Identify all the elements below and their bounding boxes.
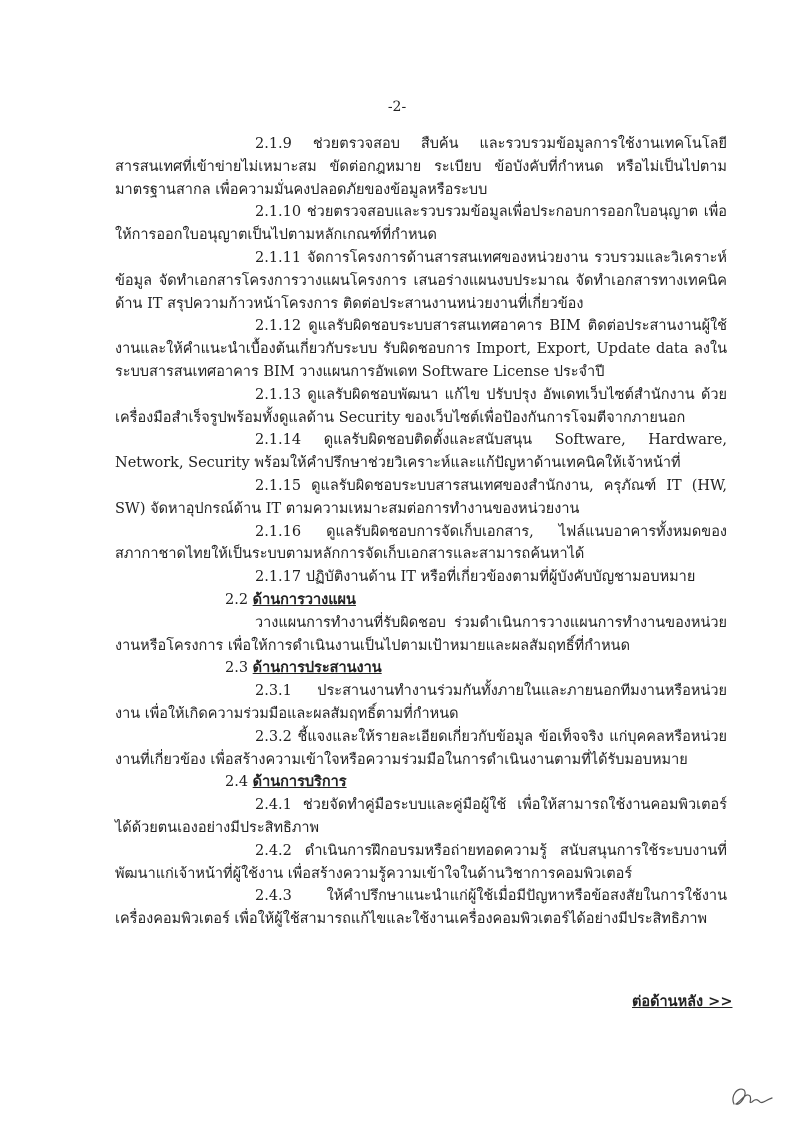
- section-title: ด้านการวางแผน: [252, 590, 356, 608]
- item-2-4-2: 2.4.2 ดำเนินการฝึกอบรมหรือถ่ายทอดความรู้ สนับสนุนการใช้ระบบงานที่พัฒนาแก่เจ้าหน้าที่ผู้ใช้งาน เพื่อสร้างความรู้ความเข้าใจในด้านวิชาการคอมพิวเตอร์: [115, 842, 727, 882]
- item-2-1-12: 2.1.12 ดูแลรับผิดชอบระบบสารสนเทศอาคาร BIM ติดต่อประสานงานผู้ใช้งานและให้คำแนะนำเบื้องต้นเกี่ยวกับระบบ รับผิดชอบการ Import, Export, Update data ลงในระบบสารสนเทศอาคาร BIM วางแผนการอัพเดท Software License ประจำปี: [115, 318, 727, 380]
- item-2-1-14: 2.1.14 ดูแลรับผิดชอบติดตั้งและสนับสนุน Software, Hardware, Network, Security พร้อมให้คำปรึกษาช่วยวิเคราะห์และแก้ปัญหาด้านเทคนิคให้เจ้าหน้าที่: [115, 432, 727, 472]
- handwritten-signature: [728, 1082, 776, 1112]
- item-2-1-17: 2.1.17 ปฏิบัติงานด้าน IT หรือที่เกี่ยวข้องตามที่ผู้บังคับบัญชามอบหมาย: [255, 569, 696, 586]
- section-heading-2-4: [115, 771, 727, 794]
- item-2-1-15: 2.1.15 ดูแลรับผิดชอบระบบสารสนเทศของสำนักงาน, ครุภัณฑ์ IT (HW, SW) จัดหาอุปกรณ์ด้าน IT ตามความเหมาะสมต่อการทำงานของหน่วยงาน: [115, 477, 727, 517]
- item-2-1-11: 2.1.11 จัดการโครงการด้านสารสนเทศของหน่วยงาน รวบรวมและวิเคราะห์ข้อมูล จัดทำเอกสารโครงการวางแผนโครงการ เสนอร่างแผนงบประมาณ จัดทำเอกสารทางเทคนิคด้าน IT สรุปความก้าวหน้าโครงการ ติดต่อประสานงานหน่วยงานที่เกี่ยวข้อง: [115, 249, 727, 312]
- section-number: 2.3: [225, 660, 249, 677]
- item-2-1-9: 2.1.9 ช่วยตรวจสอบ สืบค้น และรวบรวมข้อมูลการใช้งานเทคโนโลยีสารสนเทศที่เข้าข่ายไม่เหมาะสม ขัดต่อกฎหมาย ระเบียบ ข้อบังคับที่กำหนด หรือไม่เป็นไปตามมาตรฐานสากล เพื่อความมั่นคงปลอดภัยของข้อมูลหรือระบบ: [115, 136, 727, 198]
- section-number: 2.2: [225, 591, 249, 608]
- item-2-1-13: 2.1.13 ดูแลรับผิดชอบพัฒนา แก้ไข ปรับปรุง อัพเดทเว็บไซต์สำนักงาน ด้วยเครื่องมือสำเร็จรูปพร้อมทั้งดูแลด้าน Security ของเว็บไซต์เพื่อป้องกันการโจมตีจากภายนอก: [115, 386, 727, 426]
- item-2-1-10: 2.1.10 ช่วยตรวจสอบและรวบรวมข้อมูลเพื่อประกอบการออกใบอนุญาต เพื่อให้การออกใบอนุญาตเป็นไปตามหลักเกณฑ์ที่กำหนด: [115, 204, 727, 244]
- item-2-3-1: 2.3.1 ประสานงานทำงานร่วมกันทั้งภายในและภายนอกทีมงานหรือหน่วยงาน เพื่อให้เกิดความร่วมมือและผลสัมฤทธิ์ตามที่กำหนด: [115, 683, 727, 722]
- item-2-3-2: 2.3.2 ชี้แจงและให้รายละเอียดเกี่ยวกับข้อมูล ข้อเท็จจริง แก่บุคคลหรือหน่วยงานที่เกี่ยวข้อง เพื่อสร้างความเข้าใจหรือความร่วมมือในการดำเนินงานตามที่ได้รับมอบหมาย: [115, 728, 727, 768]
- item-2-4-1: 2.4.1 ช่วยจัดทำคู่มือระบบและคู่มือผู้ใช้ เพื่อให้สามารถใช้งานคอมพิวเตอร์ได้ด้วยตนเองอย่างมีประสิทธิภาพ: [115, 797, 727, 836]
- section-title: ด้านการบริการ: [252, 773, 347, 791]
- document-body: [115, 133, 727, 931]
- section-title: ด้านการประสานงาน: [252, 659, 382, 677]
- item-2-4-3: 2.4.3 ให้คำปรึกษาแนะนำแก่ผู้ใช้เมื่อมีปัญหาหรือข้อสงสัยในการใช้งานเครื่องคอมพิวเตอร์ เพื่อให้ผู้ใช้สามารถแก้ไขและใช้งานเครื่องคอมพิวเตอร์ได้อย่างมีประสิทธิภาพ: [115, 888, 727, 928]
- section-number: 2.4: [225, 774, 249, 791]
- item-2-1-16: 2.1.16 ดูแลรับผิดชอบการจัดเก็บเอกสาร, ไฟล์แนบอาคารทั้งหมดของสภากาชาดไทยให้เป็นระบบตามหลักการจัดเก็บเอกสารและสามารถค้นหาได้: [115, 523, 727, 563]
- section-heading-2-2: [115, 589, 727, 612]
- page-number: -2-: [387, 99, 407, 115]
- section-2-2-text: วางแผนการทำงานที่รับผิดชอบ ร่วมดำเนินการวางแผนการทำงานของหน่วยงานหรือโครงการ เพื่อให้การดำเนินงานเป็นไปตามเป้าหมายและผลสัมฤทธิ์ที่กำหนด: [115, 614, 727, 654]
- section-heading-2-3: [115, 657, 727, 680]
- continue-overleaf-note: ต่อด้านหลัง >>: [632, 993, 733, 1010]
